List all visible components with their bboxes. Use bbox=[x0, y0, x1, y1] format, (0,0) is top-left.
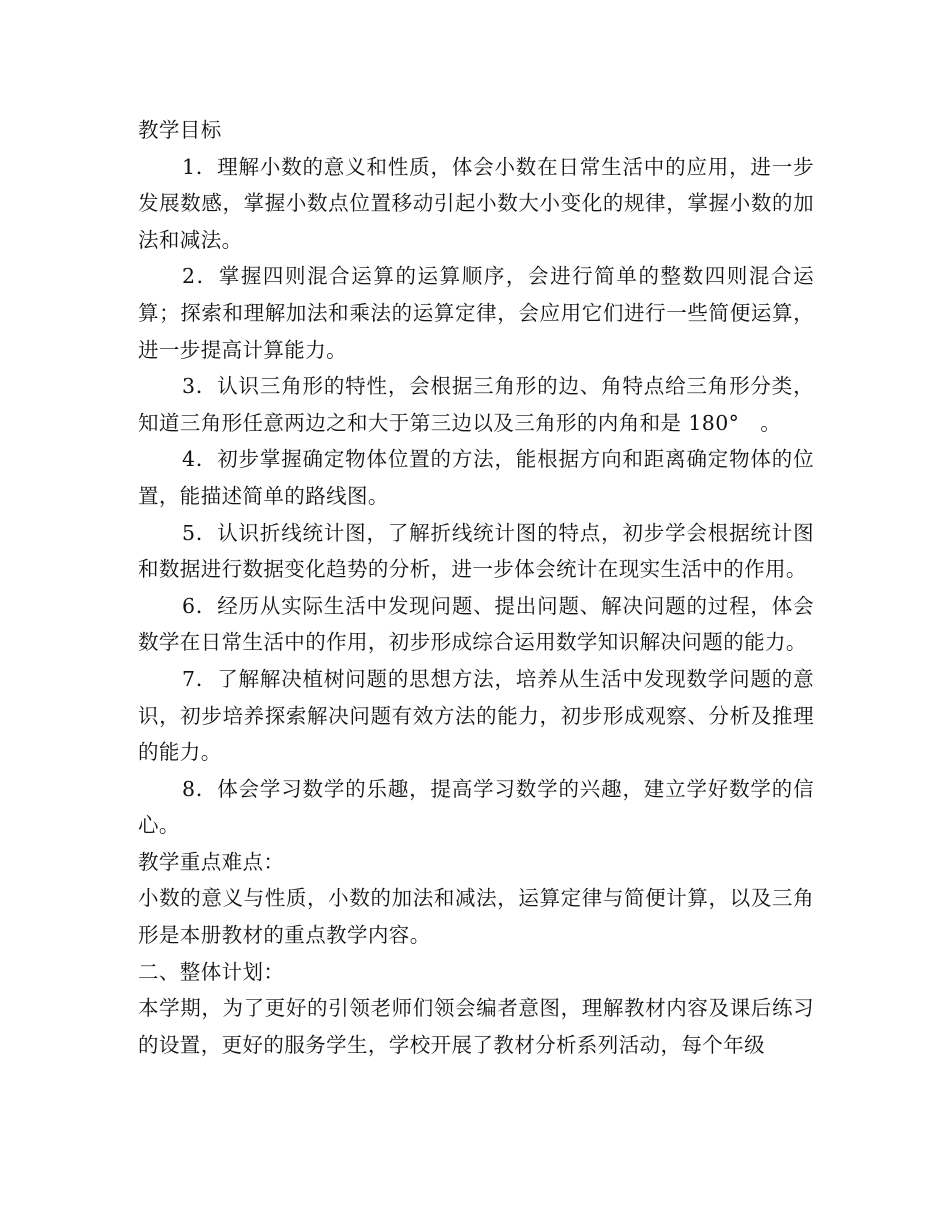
goal-item-2: 2．掌握四则混合运算的运算顺序，会进行简单的整数四则混合运算；探索和理解加法和乘法的运算定律，会应用它们进行一些简便运算，进一步提高计算能力。 bbox=[138, 264, 814, 362]
goal-item-4: 4．初步掌握确定物体位置的方法，能根据方向和距离确定物体的位置，能描述简单的路线图。 bbox=[138, 447, 814, 508]
section-heading-goals: 教学目标 bbox=[138, 118, 222, 142]
goal-item-8: 8．体会学习数学的乐趣，提高学习数学的兴趣，建立学好数学的信心。 bbox=[138, 776, 814, 838]
goal-item-5: 5．认识折线统计图，了解折线统计图的特点，初步学会根据统计图和数据进行数据变化趋势的分析，进一步体会统计在现实生活中的作用。 bbox=[138, 520, 814, 582]
goal-item-6: 6．经历从实际生活中发现问题、提出问题、解决问题的过程，体会数学在日常生活中的作用，初步形成综合运用数学知识解决问题的能力。 bbox=[138, 593, 814, 655]
document-body bbox=[138, 112, 814, 1063]
section-heading-key-points: 教学重点难点： bbox=[138, 849, 285, 874]
goal-item-1: 1．理解小数的意义和性质，体会小数在日常生活中的应用，进一步发展数感，掌握小数点位置移动引起小数大小变化的规律，掌握小数的加法和减法。 bbox=[138, 154, 814, 252]
goal-item-3: 3．认识三角形的特性，会根据三角形的边、角特点给三角形分类，知道三角形任意两边之和大于第三边以及三角形的内角和是 180° 。 bbox=[138, 374, 814, 435]
goal-item-7: 7．了解解决植树问题的思想方法，培养从生活中发现数学问题的意识，初步培养探索解决问题有效方法的能力，初步形成观察、分析及推理的能力。 bbox=[138, 666, 814, 765]
key-points-paragraph: 小数的意义与性质，小数的加法和减法，运算定律与简便计算，以及三角形是本册教材的重点教学内容。 bbox=[138, 886, 814, 948]
overall-plan-paragraph: 本学期，为了更好的引领老师们领会编者意图，理解教材内容及课后练习的设置，更好的服务学生，学校开展了教材分析系列活动，每个年级 bbox=[138, 996, 814, 1057]
section-heading-overall-plan: 二、整体计划： bbox=[138, 959, 285, 984]
